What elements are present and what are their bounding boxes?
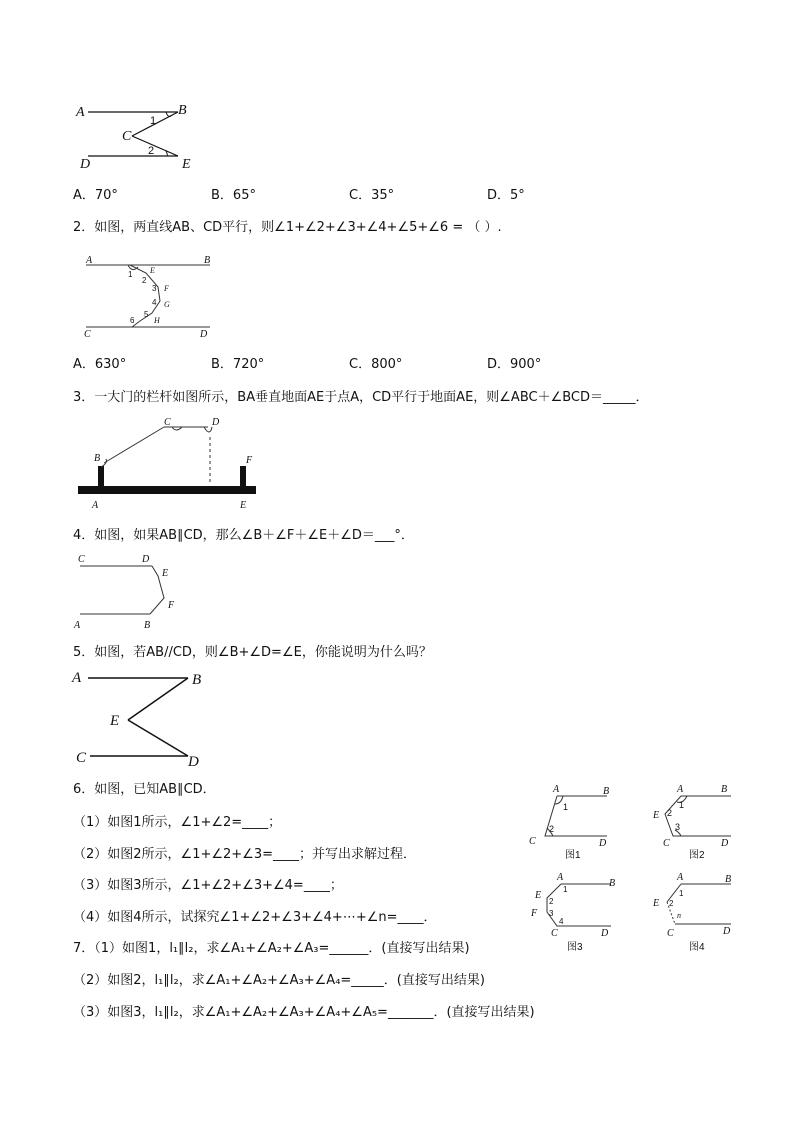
q2-label-h: H xyxy=(154,316,160,325)
q6-fig2-d: D xyxy=(721,838,729,849)
q2-question: 2．如图，两直线AB、CD平行，则∠1+∠2+∠3+∠4+∠5+∠6 = （ ）. xyxy=(73,220,502,235)
q6-fig3-a: A xyxy=(557,872,564,883)
q4-label-d: D xyxy=(142,554,150,565)
q2-angle-5: 5 xyxy=(144,310,149,319)
q3-label-e: E xyxy=(240,500,247,511)
q7-part-2: （2）如图2，l₁∥l₂，求∠A₁+∠A₂+∠A₃+∠A₄=_____．(直接写出结果) xyxy=(73,973,485,988)
q6-fig3-d: D xyxy=(601,928,609,939)
q2-label-e: E xyxy=(150,266,155,275)
q3-question: 3．一大门的栏杆如图所示，BA垂直地面AE于点A，CD平行于地面AE，则∠ABC＋∠BCD＝_____． xyxy=(73,390,649,405)
q6-fig3-f: F xyxy=(531,908,538,919)
q2-option-c: C．800° xyxy=(349,357,403,372)
q1-option-c: C．35° xyxy=(349,188,395,203)
q6-part-1: （1）如图1所示，∠1+∠2=____； xyxy=(73,815,282,830)
q6-fig3-caption: 图3 xyxy=(567,942,583,953)
q2-angle-1: 1 xyxy=(128,270,133,279)
q6-fig3-e: E xyxy=(535,890,542,901)
q1-option-d: D．5° xyxy=(487,188,525,203)
q6-fig2-1: 1 xyxy=(679,800,685,810)
q7-part-3: （3）如图3，l₁∥l₂，求∠A₁+∠A₂+∠A₃+∠A₄+∠A₅=_______．(直接写出结果) xyxy=(73,1005,535,1020)
q6-fig4-c: C xyxy=(667,928,674,939)
q2-label-f: F xyxy=(164,284,169,293)
q2-angle-6: 6 xyxy=(130,316,135,325)
q6-fig4-b: B xyxy=(725,874,732,885)
q6-fig2 xyxy=(645,782,745,862)
q6-fig1-c: C xyxy=(529,836,536,847)
q4-label-f: F xyxy=(168,600,175,611)
q6-fig2-a: A xyxy=(677,784,684,795)
q6-fig3-3: 3 xyxy=(549,909,554,918)
q6-fig1-d: D xyxy=(599,838,607,849)
q2-option-d: D．900° xyxy=(487,357,542,372)
q6-fig1 xyxy=(525,782,625,862)
q6-fig2-2: 2 xyxy=(667,808,673,818)
q6-fig1-2: 2 xyxy=(549,824,555,834)
q1-label-b: B xyxy=(178,103,187,118)
q1-angle-2: 2 xyxy=(148,145,155,157)
q5-label-e: E xyxy=(110,713,120,729)
q1-label-e: E xyxy=(182,157,191,172)
q6-fig2-c: C xyxy=(663,838,670,849)
q4-label-b: B xyxy=(144,620,151,631)
q6-fig4-e: E xyxy=(653,898,660,909)
q6-fig3-1: 1 xyxy=(563,885,568,894)
q2-option-a: A．630° xyxy=(73,357,127,372)
q5-figure xyxy=(70,668,215,768)
q2-label-b: B xyxy=(204,255,211,266)
q6-part-3: （3）如图3所示，∠1+∠2+∠3+∠4=____； xyxy=(73,878,343,893)
q4-label-a: A xyxy=(74,620,81,631)
q2-label-d: D xyxy=(200,329,208,340)
q6-fig1-b: B xyxy=(603,786,610,797)
q5-label-c: C xyxy=(76,750,87,766)
q6-fig1-caption: 图1 xyxy=(565,850,581,861)
q6-fig4-1: 1 xyxy=(679,889,684,898)
q4-figure xyxy=(72,552,192,632)
q6-fig2-b: B xyxy=(721,784,728,795)
q1-option-a: A．70° xyxy=(73,188,118,203)
q5-label-b: B xyxy=(192,672,202,688)
q6-fig4-n: n xyxy=(677,911,681,920)
q6-fig3-c: C xyxy=(551,928,558,939)
q2-angle-4: 4 xyxy=(152,298,157,307)
q7-part-1: 7．（1）如图1，l₁∥l₂，求∠A₁+∠A₂+∠A₃=______．(直接写出结果) xyxy=(73,941,470,956)
q1-figure xyxy=(70,100,210,175)
q6-fig1-a: A xyxy=(553,784,560,795)
q6-fig4-caption: 图4 xyxy=(689,942,705,953)
q2-label-g: G xyxy=(164,300,170,309)
q2-angle-3: 3 xyxy=(152,284,157,293)
q1-label-d: D xyxy=(80,157,91,172)
q4-label-c: C xyxy=(78,554,85,565)
q6-fig2-3: 3 xyxy=(675,822,681,832)
q6-fig2-e: E xyxy=(653,810,660,821)
q6-fig3-4: 4 xyxy=(559,917,564,926)
q1-label-a: A xyxy=(76,105,85,120)
q2-figure xyxy=(80,255,220,340)
q5-label-a: A xyxy=(72,670,82,686)
q3-label-f: F xyxy=(246,455,253,466)
q5-question: 5．如图，若AB//CD，则∠B+∠D=∠E，你能说明为什么吗？ xyxy=(73,645,432,660)
q6-fig4-d: D xyxy=(723,926,731,937)
q6-fig4-2: 2 xyxy=(669,899,674,908)
q2-option-b: B．720° xyxy=(211,357,265,372)
q2-angle-2: 2 xyxy=(142,276,147,285)
q3-figure xyxy=(76,415,261,515)
q5-label-d: D xyxy=(188,754,199,770)
q3-label-d: D xyxy=(212,417,220,428)
q3-label-b: B xyxy=(94,453,101,464)
q6-part-2: （2）如图2所示，∠1+∠2+∠3=____；并写出求解过程． xyxy=(73,847,416,862)
q6-fig3 xyxy=(525,868,625,958)
q1-angle-1: 1 xyxy=(150,115,157,127)
q6-fig4-a: A xyxy=(677,872,684,883)
q4-label-e: E xyxy=(162,568,169,579)
q6-part-4: （4）如图4所示，试探究∠1+∠2+∠3+∠4+⋯+∠n=____． xyxy=(73,910,437,925)
q3-label-a: A xyxy=(92,500,99,511)
q6-heading: 6．如图，已知AB∥CD． xyxy=(73,782,216,797)
q6-fig1-1: 1 xyxy=(563,802,569,812)
q2-label-a: A xyxy=(86,255,93,266)
q6-fig4 xyxy=(645,868,745,958)
q6-fig3-b: B xyxy=(609,878,616,889)
q3-label-c: C xyxy=(164,417,171,428)
q6-fig2-caption: 图2 xyxy=(689,850,705,861)
q1-option-b: B．65° xyxy=(211,188,256,203)
q6-fig3-2: 2 xyxy=(549,897,554,906)
q4-question: 4．如图，如果AB∥CD，那么∠B＋∠F＋∠E＋∠D＝___°． xyxy=(73,528,414,543)
q2-label-c: C xyxy=(84,329,91,340)
q1-label-c: C xyxy=(122,129,132,144)
